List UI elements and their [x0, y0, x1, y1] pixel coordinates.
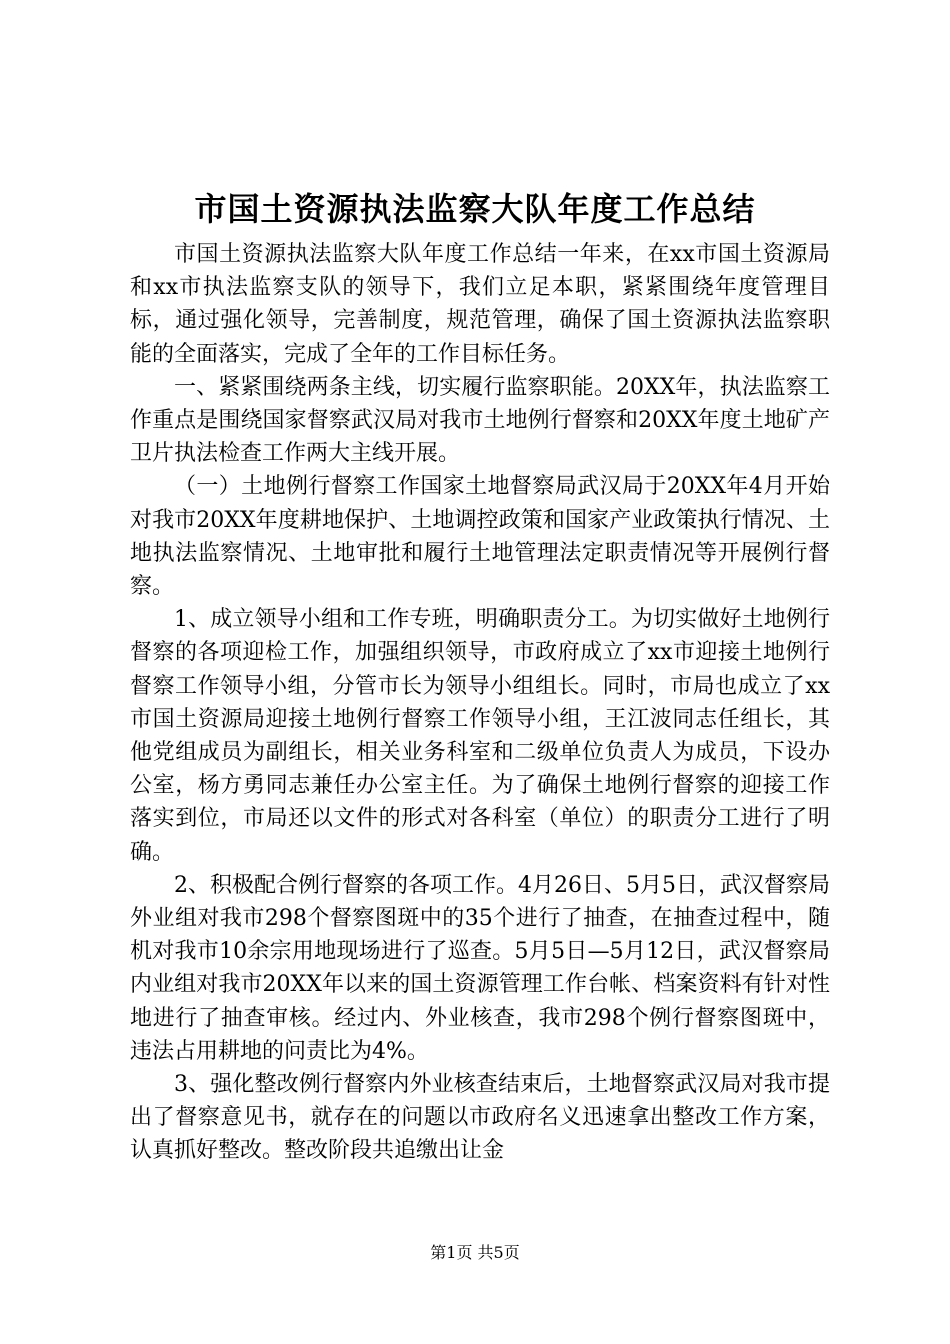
page-number-footer: 第1页 共5页: [430, 1243, 520, 1262]
paragraph-section-one: 一、紧紧围绕两条主线，切实履行监察职能。20XX年，执法监察工作重点是围绕国家督察武汉局对我市土地例行督察和20XX年度土地矿产卫片执法检查工作两大主线开展。: [130, 374, 830, 467]
document-body: [130, 238, 830, 1168]
paragraph-item-one: 1、成立领导小组和工作专班，明确职责分工。为切实做好土地例行督察的各项迎检工作，加强组织领导，市政府成立了xx市迎接土地例行督察工作领导小组，分管市长为领导小组组长。同时，市局也成立了xx市国土资源局迎接土地例行督察工作领导小组，王江波同志任组长，其他党组成员为副组长，相关业务科室和二级单位负责人为成员，下设办公室，杨方勇同志兼任办公室主任。为了确保土地例行督察的迎接工作落实到位，市局还以文件的形式对各科室（单位）的职责分工进行了明确。: [130, 607, 830, 865]
paragraph-subsection-one: （一）土地例行督察工作国家土地督察局武汉局于20XX年4月开始对我市20XX年度耕地保护、土地调控政策和国家产业政策执行情况、土地执法监察情况、土地审批和履行土地管理法定职责情况等开展例行督察。: [130, 474, 830, 600]
paragraph-intro: 市国土资源执法监察大队年度工作总结一年来，在xx市国土资源局和xx市执法监察支队的领导下，我们立足本职，紧紧围绕年度管理目标，通过强化领导，完善制度，规范管理，确保了国土资源执法监察职能的全面落实，完成了全年的工作目标任务。: [130, 242, 830, 367]
document-title: 市国土资源执法监察大队年度工作总结: [194, 190, 756, 228]
paragraph-item-two: 2、积极配合例行督察的各项工作。4月26日、5月5日，武汉督察局外业组对我市298个督察图斑中的35个进行了抽查，在抽查过程中，随机对我市10余宗用地现场进行了巡查。5月5日—5月12日，武汉督察局内业组对我市20XX年以来的国土资源管理工作台帐、档案资料有针对性地进行了抽查审核。经过内、外业核查，我市298个例行督察图斑中，违法占用耕地的问责比为4%。: [130, 872, 830, 1064]
paragraph-item-three: 3、强化整改例行督察内外业核查结束后，土地督察武汉局对我市提出了督察意见书，就存在的问题以市政府名义迅速拿出整改工作方案，认真抓好整改。整改阶段共追缴出让金: [130, 1072, 830, 1164]
